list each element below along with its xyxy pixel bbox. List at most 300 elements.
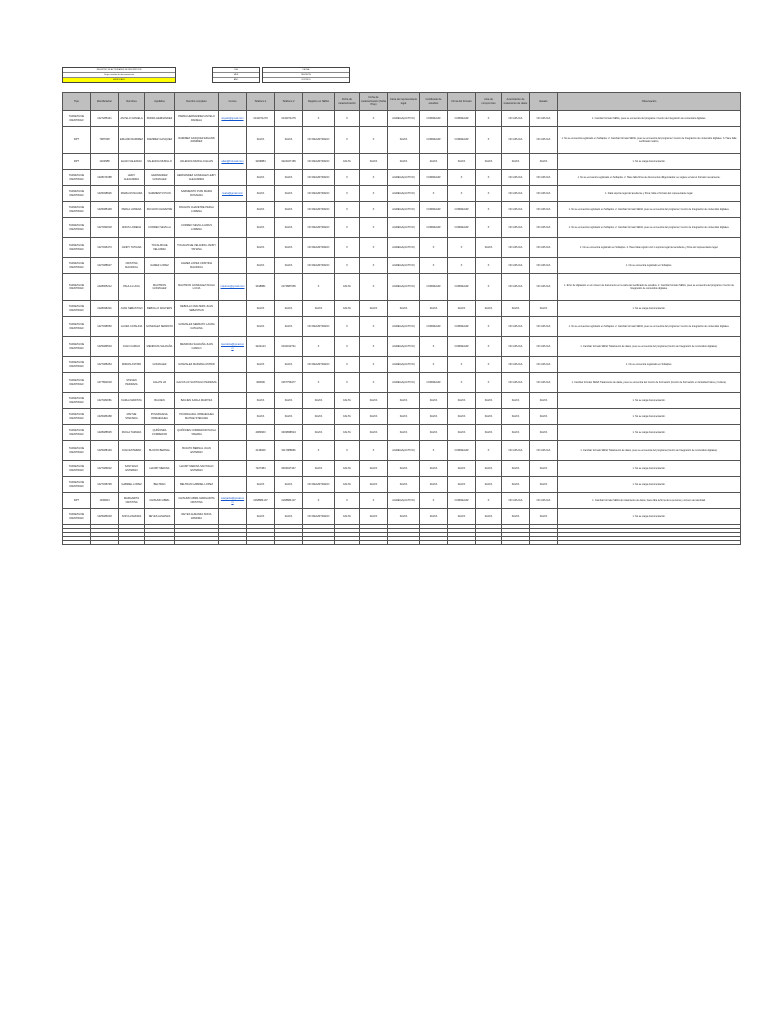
table-cell[interactable]	[219, 127, 247, 154]
table-cell[interactable]: X	[335, 170, 360, 186]
table-cell[interactable]: AGREGA(ACTIVO)	[388, 357, 420, 373]
table-cell[interactable]: 1027498748	[91, 477, 119, 493]
table-cell[interactable]: FALTA	[420, 461, 448, 477]
table-cell[interactable]: margarita@gmail.com	[219, 493, 247, 509]
table-cell[interactable]	[219, 317, 247, 337]
table-cell[interactable]: FALTA	[275, 317, 303, 337]
table-cell[interactable]: NO APLICA	[530, 186, 558, 202]
table-cell[interactable]: JUAN ESTEBAN	[119, 441, 145, 461]
table-cell[interactable]: CORREGIR	[448, 441, 476, 461]
table-cell[interactable]: NO APLICA	[502, 186, 530, 202]
table-cell[interactable]: FALTA	[303, 393, 335, 409]
table-cell[interactable]: ERLAND RAMIREZ	[119, 127, 145, 154]
table-cell[interactable]: FALTA	[275, 357, 303, 373]
table-cell[interactable]: X	[360, 127, 388, 154]
table-cell[interactable]: CRISTINA MAURICIA	[119, 258, 145, 274]
table-cell[interactable]: X	[420, 258, 448, 274]
table-cell[interactable]: 1077802618	[91, 373, 119, 393]
table-cell[interactable]: X	[448, 238, 476, 258]
table-row[interactable]	[63, 317, 741, 337]
table-cell[interactable]: PARRA HERNANDEZ ANYELO DANIELA	[175, 111, 219, 127]
table-cell[interactable]: X	[303, 373, 335, 393]
table-cell[interactable]: FALTA	[275, 509, 303, 525]
table-cell[interactable]: FALTA	[476, 477, 502, 493]
empty-cell[interactable]	[448, 541, 476, 545]
table-cell[interactable]	[219, 441, 247, 461]
table-cell[interactable]	[219, 202, 247, 218]
empty-cell[interactable]	[558, 541, 741, 545]
table-cell[interactable]	[219, 509, 247, 525]
column-header[interactable]: Ficha de caracterización	[335, 93, 360, 111]
table-cell[interactable]: 1028474088	[91, 170, 119, 186]
table-cell[interactable]: X	[335, 127, 360, 154]
table-cell[interactable]: FALTA	[303, 409, 335, 425]
observation-cell[interactable]: 1. No se encuentra registrado en Sofiaplus.	[558, 258, 741, 274]
table-cell[interactable]: FALTA	[388, 425, 420, 441]
table-cell[interactable]: 409690	[247, 373, 275, 393]
table-cell[interactable]: NO REGISTRADO	[303, 238, 335, 258]
table-cell[interactable]: FALTA	[530, 154, 558, 170]
table-cell[interactable]: 1027488627	[91, 258, 119, 274]
table-row[interactable]	[63, 202, 741, 218]
table-cell[interactable]: FALTA	[502, 393, 530, 409]
table-cell[interactable]: LAURA CATALINA	[119, 317, 145, 337]
table-cell[interactable]: MENDOZA SALDAÑA	[145, 337, 175, 357]
table-cell[interactable]: X	[303, 274, 335, 301]
table-cell[interactable]: X	[335, 493, 360, 509]
table-row[interactable]	[63, 218, 741, 238]
table-cell[interactable]: NO APLICA	[530, 337, 558, 357]
table-cell[interactable]: NO APLICA	[502, 357, 530, 373]
table-cell[interactable]: X	[476, 441, 502, 461]
table-cell[interactable]: 1027498560	[91, 317, 119, 337]
table-cell[interactable]: AGREGA(ACTIVO)	[388, 170, 420, 186]
table-cell[interactable]: FALTA	[360, 461, 388, 477]
table-cell[interactable]: FALTA	[335, 274, 360, 301]
table-cell[interactable]: 3209884	[247, 154, 275, 170]
table-row[interactable]	[63, 357, 741, 373]
table-cell[interactable]: JANDY TATIANA	[119, 238, 145, 258]
table-cell[interactable]: FALTA	[247, 238, 275, 258]
table-cell[interactable]: TARJETA DE IDENTIDAD	[63, 274, 91, 301]
table-cell[interactable]: FALTA	[247, 509, 275, 525]
table-cell[interactable]: FALTA	[335, 425, 360, 441]
table-cell[interactable]: FALTA	[275, 202, 303, 218]
table-cell[interactable]: FALTA	[275, 301, 303, 317]
table-cell[interactable]: VALENCIA MURILLO ELIAN	[175, 154, 219, 170]
table-cell[interactable]: X	[360, 202, 388, 218]
table-cell[interactable]: 1022588	[91, 154, 119, 170]
table-cell[interactable]: FALTA	[388, 509, 420, 525]
table-cell[interactable]: NO APLICA	[530, 441, 558, 461]
table-cell[interactable]: FALTA	[247, 127, 275, 154]
table-cell[interactable]: REYES ALMANZA	[145, 509, 175, 525]
table-cell[interactable]: 3168884137	[247, 493, 275, 509]
table-cell[interactable]: FALTA	[388, 393, 420, 409]
table-cell[interactable]: FALTA	[335, 154, 360, 170]
table-cell[interactable]: PAULA LUCIA	[119, 274, 145, 301]
table-cell[interactable]: FALTA	[448, 393, 476, 409]
table-cell[interactable]: FALTA	[476, 509, 502, 525]
table-cell[interactable]	[219, 425, 247, 441]
table-cell[interactable]: FALTA	[502, 409, 530, 425]
table-cell[interactable]: AGREGA(ACTIVO)	[388, 493, 420, 509]
table-cell[interactable]: PERLA LORENA	[119, 202, 145, 218]
observation-cell[interactable]: 1. No se carga documentación.	[558, 477, 741, 493]
table-cell[interactable]: mautron@gmail.com	[219, 274, 247, 301]
table-cell[interactable]: NO APLICA	[530, 317, 558, 337]
table-cell[interactable]: NO REGISTRADO	[303, 202, 335, 218]
table-cell[interactable]: 3168884137	[275, 493, 303, 509]
table-cell[interactable]: MAUTRON GONZALEZ	[145, 274, 175, 301]
table-cell[interactable]: ANYELO DANIELA	[119, 111, 145, 127]
table-row[interactable]	[63, 493, 741, 509]
table-cell[interactable]: 3004947347	[275, 461, 303, 477]
table-cell[interactable]: CORREGIR	[420, 127, 448, 154]
table-cell[interactable]: BAUJEN	[145, 393, 175, 409]
table-cell[interactable]: FALTA	[275, 258, 303, 274]
table-cell[interactable]: FALTA	[275, 238, 303, 258]
table-cell[interactable]: VALENCIA MURILLO	[145, 154, 175, 170]
table-cell[interactable]: FALTA	[476, 393, 502, 409]
table-cell[interactable]: X	[476, 274, 502, 301]
table-cell[interactable]: 1027496473	[91, 238, 119, 258]
table-cell[interactable]: X	[420, 186, 448, 202]
table-cell[interactable]: X	[448, 186, 476, 202]
table-cell[interactable]: FALTA	[360, 509, 388, 525]
table-cell[interactable]: BELTRAN GABRIEL LOPEZ	[175, 477, 219, 493]
observation-cell[interactable]: 1. No se carga documentación.	[558, 154, 741, 170]
table-cell[interactable]: X	[360, 441, 388, 461]
table-cell[interactable]: NO APLICA	[530, 258, 558, 274]
table-cell[interactable]: NO REGISTRADO	[303, 357, 335, 373]
table-cell[interactable]: 1028488525	[91, 425, 119, 441]
table-cell[interactable]: JUAN SEBASTIAN	[119, 301, 145, 317]
table-cell[interactable]: CHISUMO ABRIL MARGARITA CRISTINA	[175, 493, 219, 509]
table-cell[interactable]: NO APLICA	[502, 493, 530, 509]
table-cell[interactable]: 1025489504	[91, 337, 119, 357]
table-cell[interactable]: ANIUS LORENA	[119, 218, 145, 238]
table-cell[interactable]: CORREGIR	[448, 493, 476, 509]
table-cell[interactable]: X	[360, 357, 388, 373]
observation-cell[interactable]: 1. Error de digitación en el número de documento en la carta del certificado de estudios. 2. Cambiar formato SENA, pues se encuentra del programa / Centro de Integración de contenidos digitales.	[558, 274, 741, 301]
table-cell[interactable]: JUAN CAMILO	[119, 337, 145, 357]
observation-cell[interactable]: 1. Falta soporte legal del acudiente y firma; falta el formato del representante legal.	[558, 186, 741, 202]
empty-cell[interactable]	[476, 541, 502, 545]
table-cell[interactable]: NO APLICA	[530, 274, 558, 301]
table-cell[interactable]: NO REGISTRADO	[303, 154, 335, 170]
table-cell[interactable]: FALTA	[247, 409, 275, 425]
table-cell[interactable]: NO APLICA	[502, 441, 530, 461]
table-cell[interactable]: HAUMT MEDINA SANTIAGO ESTEBAN	[175, 461, 219, 477]
table-cell[interactable]: X	[448, 258, 476, 274]
table-cell[interactable]: FALTA	[388, 301, 420, 317]
table-cell[interactable]: X	[360, 317, 388, 337]
table-cell[interactable]: TARJETA DE IDENTIDAD	[63, 461, 91, 477]
table-cell[interactable]: NO APLICA	[530, 170, 558, 186]
observation-cell[interactable]: 1. No se carga documentación.	[558, 301, 741, 317]
table-cell[interactable]: BELTRAN	[145, 477, 175, 493]
table-cell[interactable]: FALTA	[502, 301, 530, 317]
table-cell[interactable]	[219, 477, 247, 493]
table-row[interactable]	[63, 441, 741, 461]
table-cell[interactable]: AGREGA(ACTIVO)	[388, 441, 420, 461]
empty-cell[interactable]	[303, 541, 335, 545]
table-cell[interactable]: FALTA	[247, 317, 275, 337]
table-cell[interactable]: NO APLICA	[530, 238, 558, 258]
table-cell[interactable]: FALTA	[247, 218, 275, 238]
table-cell[interactable]: X	[335, 111, 360, 127]
table-cell[interactable]: AGREGA(ACTIVO)	[388, 111, 420, 127]
table-cell[interactable]: QUIÑONES CORREDOR	[145, 425, 175, 441]
table-cell[interactable]: TARJETA DE IDENTIDAD	[63, 202, 91, 218]
empty-cell[interactable]	[145, 541, 175, 545]
table-cell[interactable]: X	[335, 202, 360, 218]
table-cell[interactable]: X	[360, 258, 388, 274]
table-cell[interactable]: RPT	[63, 493, 91, 509]
table-cell[interactable]: FALTA	[530, 509, 558, 525]
table-cell[interactable]: FALTA	[388, 154, 420, 170]
column-header[interactable]: Nombre completo	[175, 93, 219, 111]
table-cell[interactable]: NO APLICA	[502, 258, 530, 274]
table-cell[interactable]: X	[303, 337, 335, 357]
table-cell[interactable]	[219, 373, 247, 393]
table-row[interactable]	[63, 127, 741, 154]
table-cell[interactable]: 3117988966	[275, 441, 303, 461]
table-cell[interactable]	[219, 461, 247, 477]
empty-cell[interactable]	[335, 541, 360, 545]
table-cell[interactable]: FALTA	[335, 393, 360, 409]
table-cell[interactable]: BAUJEN KARLA MARITZA	[175, 393, 219, 409]
table-cell[interactable]: FALTA	[448, 154, 476, 170]
table-cell[interactable]: NO APLICA	[502, 218, 530, 238]
table-cell[interactable]: X	[360, 493, 388, 509]
table-cell[interactable]: NO APLICA	[530, 111, 558, 127]
table-cell[interactable]: CORREGIR	[420, 274, 448, 301]
table-cell[interactable]: FALTA	[502, 477, 530, 493]
table-cell[interactable]: ELIAN VALENCIA	[119, 154, 145, 170]
table-cell[interactable]: MAITHE STEFANIA	[119, 409, 145, 425]
table-cell[interactable]: CORREGIR	[420, 170, 448, 186]
table-cell[interactable]: FALTA	[360, 393, 388, 409]
table-cell[interactable]	[219, 238, 247, 258]
table-cell[interactable]: X	[476, 357, 502, 373]
empty-cell[interactable]	[388, 541, 420, 545]
table-cell[interactable]: AGREGA(ACTIVO)	[388, 373, 420, 393]
observation-cell[interactable]: 1. No se encuentra registrado en Sofiaplus. 2. Cambiar formato SENA, pues se encuentra del programa / Centro de Integración de contenidos digitales. 3. Hace falta certificado médico.	[558, 127, 741, 154]
table-cell[interactable]: QUIÑONES CORREDOR PAOLA TAMARA	[175, 425, 219, 441]
table-cell[interactable]: 3172887665	[275, 274, 303, 301]
table-cell[interactable]: 3132013741	[275, 337, 303, 357]
table-cell[interactable]: X	[360, 218, 388, 238]
table-cell[interactable]: 4149926	[247, 441, 275, 461]
table-cell[interactable]: GAMEZ LOPEZ CRISTINA MAURICIA	[175, 258, 219, 274]
table-cell[interactable]: maria@gmail.com	[219, 186, 247, 202]
table-cell[interactable]: FALTA	[476, 238, 502, 258]
table-cell[interactable]: 3142071279	[275, 111, 303, 127]
table-cell[interactable]: X	[448, 373, 476, 393]
column-header[interactable]: Acta de compromiso	[476, 93, 502, 111]
table-cell[interactable]: POVARGAFAL ORMAECHEA MAITHE STEFANIA	[175, 409, 219, 425]
table-cell[interactable]: X	[476, 258, 502, 274]
table-cell[interactable]: CORREO SEVILLA	[145, 218, 175, 238]
table-cell[interactable]: X	[360, 373, 388, 393]
table-cell[interactable]: FALTA	[420, 301, 448, 317]
table-cell[interactable]: X	[476, 218, 502, 238]
empty-cell[interactable]	[91, 541, 119, 545]
table-cell[interactable]: NO REGISTRADO	[303, 477, 335, 493]
table-cell[interactable]: MARIA ROSAURA	[119, 186, 145, 202]
table-cell[interactable]: REYES ALMANZA SOFIA ZAMORA	[175, 509, 219, 525]
column-header[interactable]: Apellidos	[145, 93, 175, 111]
table-cell[interactable]: TARJETA DE IDENTIDAD	[63, 301, 91, 317]
table-cell[interactable]: FALTA	[360, 477, 388, 493]
table-row[interactable]	[63, 509, 741, 525]
table-cell[interactable]: 1028498431	[91, 301, 119, 317]
table-cell[interactable]: FALTA	[448, 461, 476, 477]
table-cell[interactable]: FALTA	[530, 425, 558, 441]
table-cell[interactable]: CORREGIR	[448, 274, 476, 301]
table-cell[interactable]: FALTA	[476, 154, 502, 170]
table-cell[interactable]: PAOLA TAMARA	[119, 425, 145, 441]
table-cell[interactable]: FALTA	[530, 477, 558, 493]
table-cell[interactable]: CORREGIR	[448, 127, 476, 154]
table-row[interactable]	[63, 477, 741, 493]
table-cell[interactable]: FALTA	[247, 357, 275, 373]
table-cell[interactable]: NO REGISTRADO	[303, 317, 335, 337]
table-cell[interactable]: FALTA	[275, 477, 303, 493]
table-row[interactable]	[63, 337, 741, 357]
table-cell[interactable]: NO APLICA	[502, 238, 530, 258]
table-cell[interactable]: GAMEZ LOPEZ	[145, 258, 175, 274]
table-cell[interactable]: X	[420, 493, 448, 509]
table-cell[interactable]: FALTA	[420, 509, 448, 525]
table-cell[interactable]: FALTA	[247, 301, 275, 317]
table-cell[interactable]: FALTA	[502, 154, 530, 170]
table-cell[interactable]: FALTA	[448, 301, 476, 317]
observation-cell[interactable]: 1. No se carga documentación.	[558, 409, 741, 425]
table-row[interactable]	[63, 186, 741, 202]
table-cell[interactable]: X	[360, 186, 388, 202]
table-cell[interactable]: HERNANDEZ GONZALEZ LEIDY ALEJANDRA	[175, 170, 219, 186]
table-cell[interactable]: CORREGIR	[448, 202, 476, 218]
table-cell[interactable]: AGREGA(ACTIVO)	[388, 218, 420, 238]
table-cell[interactable]: GABRIEL LOPEZ	[119, 477, 145, 493]
table-cell[interactable]: HERNANDEZ GONZALEZ	[145, 170, 175, 186]
table-cell[interactable]: 7987038	[91, 127, 119, 154]
table-cell[interactable]: NO APLICA	[530, 373, 558, 393]
table-cell[interactable]: X	[476, 202, 502, 218]
table-cell[interactable]: elian@hotmail.com	[219, 154, 247, 170]
empty-cell[interactable]	[119, 541, 145, 545]
table-cell[interactable]	[219, 258, 247, 274]
table-cell[interactable]: FALTA	[275, 393, 303, 409]
table-cell[interactable]: NO REGISTRADO	[303, 509, 335, 525]
table-cell[interactable]: SARMIENTO PUIN	[145, 186, 175, 202]
table-cell[interactable]: POVARGAFAL ORMAECHEA	[145, 409, 175, 425]
observation-cell[interactable]: 1. No se encuentra registrado en Sofiaplus. 2. Cambiar formato SENA, pues se encuentra del programa / Centro de Integración de contenidos digitales.	[558, 218, 741, 238]
observation-cell[interactable]: 1. No se encuentra registrado en Sofiaplus. 2. Hace falta firma de documentos diligenciados; se sugiere enviar el formato nuevamente.	[558, 170, 741, 186]
table-cell[interactable]: AGREGA(ACTIVO)	[388, 317, 420, 337]
table-cell[interactable]: FALTA	[420, 393, 448, 409]
table-cell[interactable]: CHISUMO ABRIL	[145, 493, 175, 509]
table-row[interactable]	[63, 170, 741, 186]
table-cell[interactable]: FALTA	[335, 461, 360, 477]
table-cell[interactable]: FALTA	[448, 409, 476, 425]
table-cell[interactable]: BUJATO BERNAL JUAN ESTEBAN	[175, 441, 219, 461]
table-cell[interactable]: X	[360, 170, 388, 186]
table-cell[interactable]: HAUMT MEDINA	[145, 461, 175, 477]
table-cell[interactable]: AGREGA(ACTIVO)	[388, 258, 420, 274]
table-cell[interactable]: PACHON CHAVETRE	[145, 202, 175, 218]
table-cell[interactable]: TARJETA DE IDENTIDAD	[63, 258, 91, 274]
column-header[interactable]: Correo	[219, 93, 247, 111]
table-cell[interactable]: X	[303, 111, 335, 127]
empty-cell[interactable]	[247, 541, 275, 545]
table-cell[interactable]: NO APLICA	[530, 202, 558, 218]
table-cell[interactable]: PARRA HERNANDEZ	[145, 111, 175, 127]
column-header[interactable]: Ficha de caracterización (Sofia Plus)	[360, 93, 388, 111]
table-cell[interactable]: FALTA	[448, 425, 476, 441]
table-cell[interactable]: 3018881	[247, 274, 275, 301]
table-cell[interactable]: TARJETA DE IDENTIDAD	[63, 393, 91, 409]
table-cell[interactable]: 1027285441	[91, 111, 119, 127]
table-cell[interactable]: NO APLICA	[502, 127, 530, 154]
table-cell[interactable]: GONZALEZ SERRATO	[145, 317, 175, 337]
table-cell[interactable]: CORREGIR	[448, 111, 476, 127]
table-cell[interactable]: 1030844	[91, 493, 119, 509]
table-cell[interactable]: X	[476, 186, 502, 202]
observation-cell[interactable]: 1. No se carga documentación.	[558, 393, 741, 409]
table-cell[interactable]: X	[335, 186, 360, 202]
observation-cell[interactable]: 1. No se encuentra registrado en Sofiaplus.	[558, 357, 741, 373]
observation-cell[interactable]: 1. No se encuentra registrado en Sofiaplus. 2. Cambiar formato SENA, pues se encuentra del programa / Centro de Integración de contenidos digitales.	[558, 317, 741, 337]
column-header[interactable]: Estado	[530, 93, 558, 111]
column-header[interactable]: Registro en SENA	[303, 93, 335, 111]
table-cell[interactable]: GALVIS LR SANTIAGO PEDRAZA	[175, 373, 219, 393]
table-cell[interactable]	[219, 357, 247, 373]
table-cell[interactable]: 1025498526	[91, 186, 119, 202]
table-row[interactable]	[63, 111, 741, 127]
observation-cell[interactable]: 1. No se carga documentación.	[558, 509, 741, 525]
empty-cell[interactable]	[275, 541, 303, 545]
column-header[interactable]: Firma del formato	[448, 93, 476, 111]
table-cell[interactable]: TARJETA DE IDENTIDAD	[63, 441, 91, 461]
table-cell[interactable]: FALTA	[303, 461, 335, 477]
table-cell[interactable]: 1025486018	[91, 509, 119, 525]
table-cell[interactable]: X	[360, 274, 388, 301]
observation-cell[interactable]: 1. No se carga documentación.	[558, 461, 741, 477]
table-cell[interactable]: X	[360, 238, 388, 258]
column-header[interactable]: Teléfono 2	[275, 93, 303, 111]
empty-cell[interactable]	[175, 541, 219, 545]
table-cell[interactable]: SARMIENTO PUIN MARIA ROSAURA	[175, 186, 219, 202]
table-cell[interactable]: NO APLICA	[502, 202, 530, 218]
table-cell[interactable]: TARJETA DE IDENTIDAD	[63, 477, 91, 493]
table-cell[interactable]: AGREGA(ACTIVO)	[388, 337, 420, 357]
table-cell[interactable]: SANTIAGO ESTEBAN	[119, 461, 145, 477]
table-cell[interactable]: MENDOZA SALDAÑA JUAN CAMILO	[175, 337, 219, 357]
table-cell[interactable]: FALTA	[275, 127, 303, 154]
table-cell[interactable]: X	[335, 337, 360, 357]
table-cell[interactable]: FALTA	[420, 409, 448, 425]
observation-cell[interactable]: 1. Cambiar formato SENA de tratamiento de datos, hace falta la firma de la persona y número de identidad.	[558, 493, 741, 509]
table-cell[interactable]: REBOLLO WALTERS JUAN SEBASTIAN	[175, 301, 219, 317]
table-cell[interactable]: FALTA	[476, 461, 502, 477]
table-cell[interactable]: FALTA	[275, 170, 303, 186]
table-cell[interactable]: FALTA	[275, 218, 303, 238]
column-header[interactable]: Carta del representante legal	[388, 93, 420, 111]
